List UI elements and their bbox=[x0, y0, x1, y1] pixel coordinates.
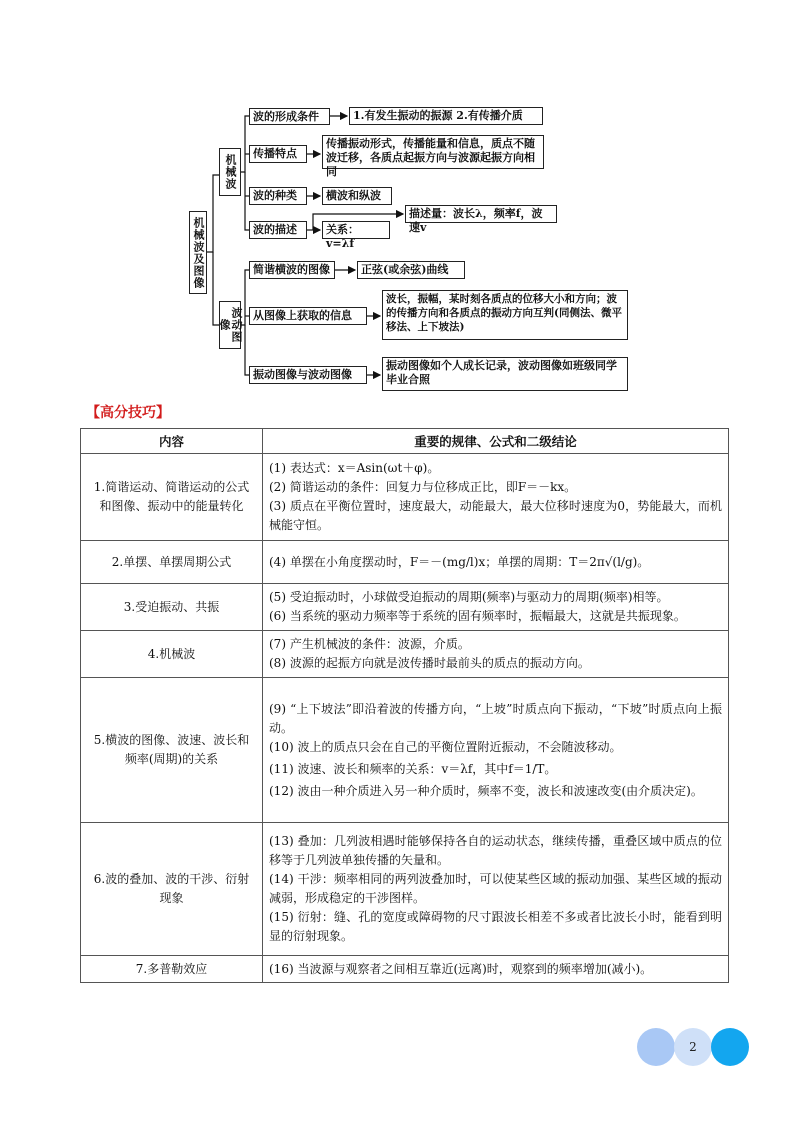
node-simple-graph-result: 正弦(或余弦)曲线 bbox=[357, 261, 465, 279]
rule-line: (4) 单摆在小角度摆动时，F＝－(mg/l)x；单摆的周期：T＝2π√(l/g)。 bbox=[269, 554, 650, 569]
row-rules bbox=[263, 584, 729, 631]
rule-line: (6) 当系统的驱动力频率等于系统的固有频率时，振幅最大，这就是共振现象。 bbox=[269, 609, 686, 623]
row-rules bbox=[263, 541, 729, 584]
row-topic: 2.单摆、单摆周期公式 bbox=[81, 541, 263, 584]
header-rules: 重要的规律、公式和二级结论 bbox=[263, 429, 729, 454]
page-circle-blue bbox=[711, 1028, 749, 1066]
rule-line: (7) 产生机械波的条件：波源，介质。 bbox=[269, 637, 470, 651]
node-formation-conditions: 波的形成条件 bbox=[249, 108, 330, 125]
table-row bbox=[81, 956, 729, 983]
rule-line: (5) 受迫振动时，小球做受迫振动的周期(频率)与驱动力的周期(频率)相等。 bbox=[269, 590, 669, 604]
rule-line: (13) 叠加：几列波相遇时能够保持各自的运动状态，继续传播，重叠区域中质点的位移等于几列波单独传播的矢量和。 bbox=[269, 834, 722, 867]
mindmap-root: 机械波及图像 bbox=[189, 211, 207, 294]
node-wave-description: 波的描述 bbox=[249, 221, 307, 239]
rule-line: (1) 表达式：x＝Asin(ωt＋φ)。 bbox=[269, 461, 440, 475]
table-row bbox=[81, 678, 729, 823]
header-content: 内容 bbox=[81, 429, 263, 454]
row-rules bbox=[263, 631, 729, 678]
node-compare-graphs: 振动图像与波动图像 bbox=[249, 366, 367, 384]
rule-line: (16) 当波源与观察者之间相互靠近(远离)时，观察到的频率增加(减小)。 bbox=[269, 961, 653, 976]
rule-line: (10) 波上的质点只会在自己的平衡位置附近振动，不会随波移动。 bbox=[269, 739, 622, 754]
row-rules bbox=[263, 454, 729, 541]
table-row bbox=[81, 454, 729, 541]
rule-line: (9) “上下坡法”即沿着波的传播方向，“上坡”时质点向下振动，“下坡”时质点向上振动。 bbox=[269, 701, 722, 735]
row-topic: 6.波的叠加、波的干涉、衍射现象 bbox=[81, 823, 263, 956]
row-topic: 1.简谐运动、简谐运动的公式和图像、振动中的能量转化 bbox=[81, 454, 263, 541]
row-topic: 4.机械波 bbox=[81, 631, 263, 678]
node-description-quantities: 描述量：波长λ，频率f，波速v bbox=[405, 205, 557, 223]
table-row bbox=[81, 541, 729, 584]
node-simple-graph: 简谐横波的图像 bbox=[249, 261, 335, 279]
section-title: 【高分技巧】 bbox=[86, 405, 170, 421]
table-row bbox=[81, 823, 729, 956]
row-rules bbox=[263, 956, 729, 983]
node-graph-info-result: 波长，振幅，某时刻各质点的位移大小和方向；波的传播方向和各质点的振动方向互判(同侧法、微平移法、上下坡法) bbox=[382, 290, 628, 340]
rule-line: (15) 衍射：缝、孔的宽度或障碍物的尺寸跟波长相差不多或者比波长小时，能看到明显的衍射现象。 bbox=[269, 910, 722, 943]
row-rules bbox=[263, 823, 729, 956]
summary-table bbox=[80, 428, 729, 983]
page-number: 2 bbox=[689, 1040, 697, 1054]
table-row bbox=[81, 631, 729, 678]
row-rules bbox=[263, 678, 729, 823]
node-compare-graphs-result: 振动图像如个人成长记录，波动图像如班级同学毕业合照 bbox=[382, 357, 628, 391]
rule-line: (11) 波速、波长和频率的关系：v＝λf，其中f＝1/T。 bbox=[269, 761, 557, 776]
node-propagation: 传播特点 bbox=[249, 145, 307, 163]
rule-line: (14) 干涉：频率相同的两列波叠加时，可以使某些区域的振动加强、某些区域的振动减弱，形成稳定的干涉图样。 bbox=[269, 872, 722, 905]
mindmap-branch-wave-graph: 波动图像 bbox=[219, 301, 241, 349]
node-wave-types-result: 横波和纵波 bbox=[322, 187, 392, 205]
node-graph-info: 从图像上获取的信息 bbox=[249, 307, 367, 325]
row-topic: 7.多普勒效应 bbox=[81, 956, 263, 983]
node-wave-types: 波的种类 bbox=[249, 187, 307, 205]
rule-line: (2) 简谐运动的条件：回复力与位移成正比，即F＝－kx。 bbox=[269, 480, 577, 494]
node-formation-result: 1.有发生振动的振源 2.有传播介质 bbox=[349, 107, 543, 125]
rule-line: (12) 波由一种介质进入另一种介质时，频率不变，波长和波速改变(由介质决定)。 bbox=[269, 783, 703, 798]
row-topic: 5.横波的图像、波速、波长和频率(周期)的关系 bbox=[81, 678, 263, 823]
mind-map-connectors bbox=[0, 0, 794, 400]
rule-line: (3) 质点在平衡位置时，速度最大，动能最大，最大位移时速度为0，势能最大，而机械能守恒。 bbox=[269, 499, 722, 532]
node-propagation-result: 传播振动形式，传播能量和信息，质点不随波迁移，各质点起振方向与波源起振方向相同 bbox=[322, 135, 544, 169]
page-circle-light bbox=[637, 1028, 675, 1066]
node-description-relation: 关系：v=λf bbox=[322, 221, 390, 239]
rule-line: (8) 波源的起振方向就是波传播时最前头的质点的振动方向。 bbox=[269, 656, 590, 670]
table-header-row bbox=[81, 429, 729, 454]
row-topic: 3.受迫振动、共振 bbox=[81, 584, 263, 631]
table-row bbox=[81, 584, 729, 631]
mindmap-branch-mechanical-wave: 机械波 bbox=[219, 148, 241, 196]
